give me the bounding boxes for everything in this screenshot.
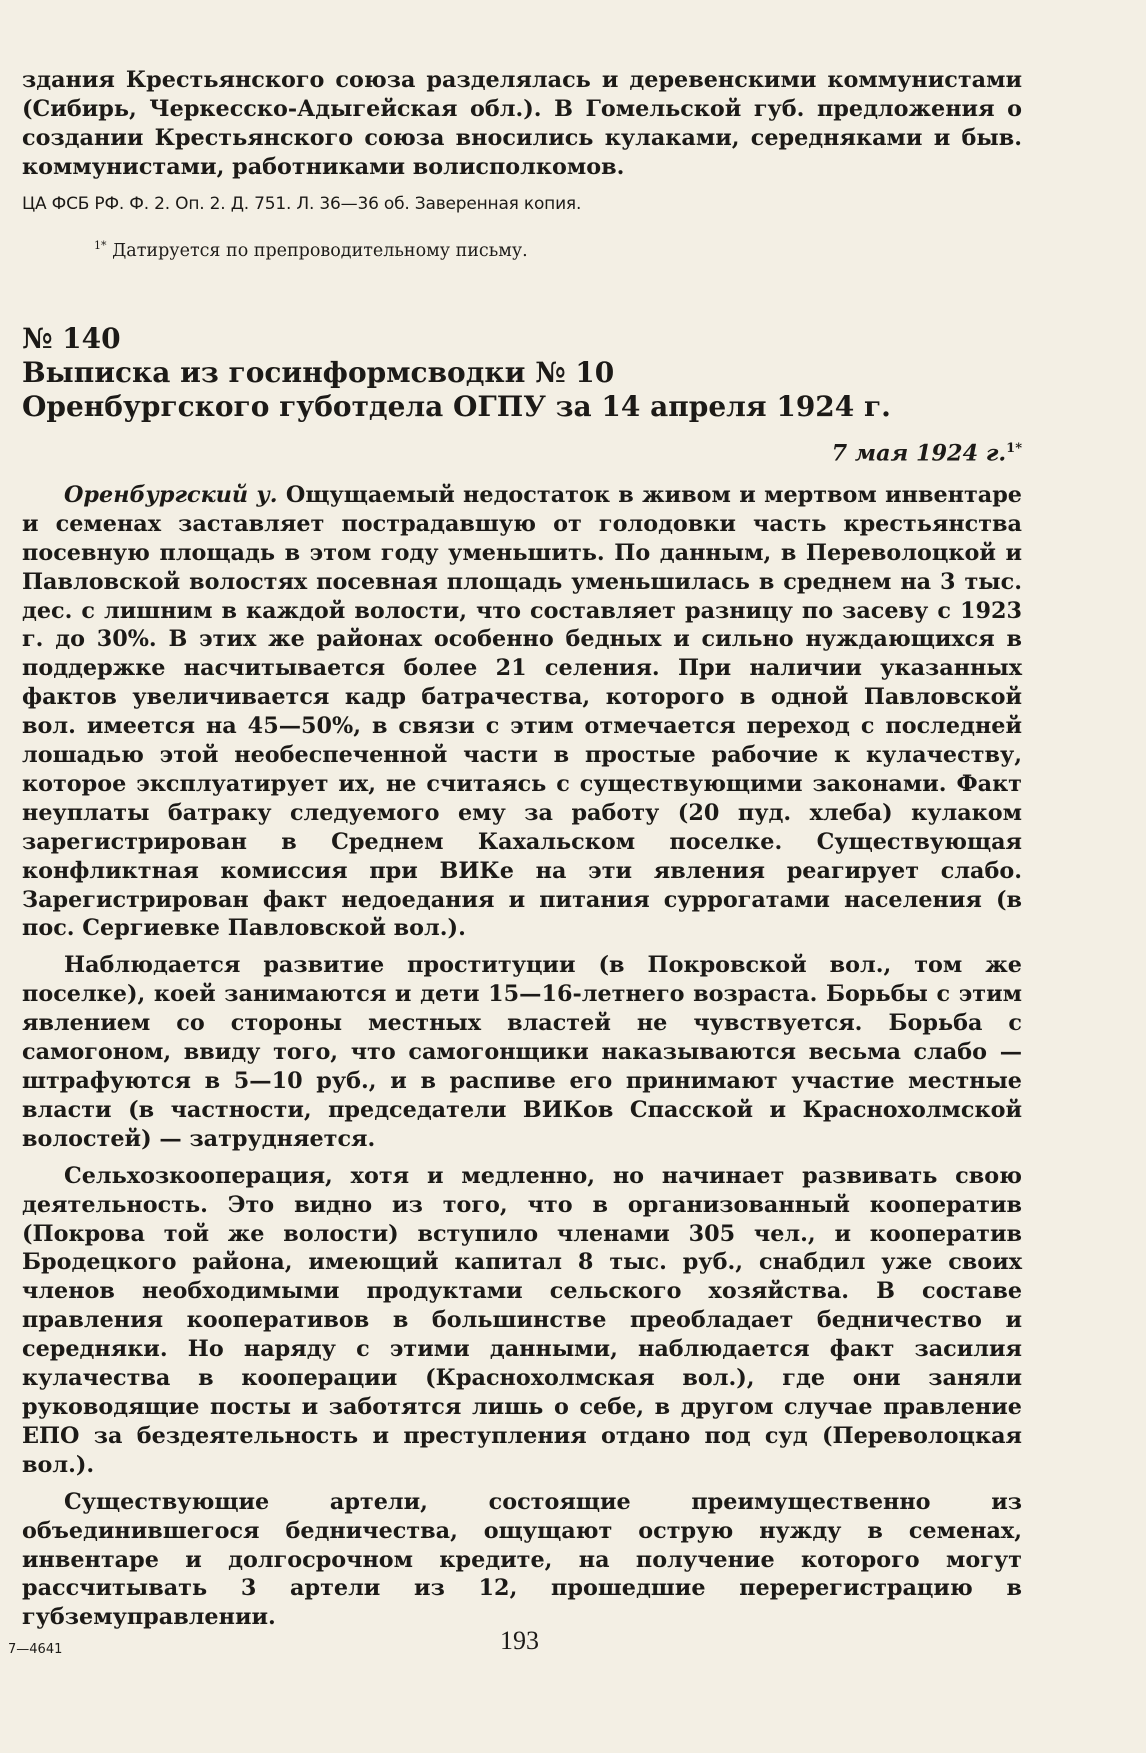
region-name: Оренбургский у.: [64, 481, 278, 508]
print-code: 7—4641: [8, 1642, 63, 1657]
body-paragraph-1: [22, 481, 1022, 944]
body-paragraph-4: Существующие артели, состоящие преимущественно из объединившегося бедничества, ощущают острую нужду в семенах, инвентаре и долгосрочном кредите, на получение которого могут рассчитывать 3 артели из 12, прошедшие перерегистрацию в губземуправлении.: [22, 1488, 1022, 1631]
document-date: [22, 434, 1022, 468]
document-title-line-2: Оренбургского губотдела ОГПУ за 14 апреля 1924 г.: [22, 390, 891, 424]
previous-document-ending: здания Крестьянского союза разделялась и деревенскими коммунистами (Сибирь, Черкесско-Адыгейская обл.). В Гомельской губ. предложения о создании Крестьянского союза вносились кулаками, середняками и быв. коммунистами, работниками волисполкомов.: [22, 67, 1022, 180]
document-number: № 140: [22, 322, 121, 356]
document-title-line-1: Выписка из госинформсводки № 10: [22, 356, 615, 390]
document-date-text: 7 мая 1924 г.: [831, 440, 1007, 467]
footnote: [94, 234, 1022, 263]
page-number: 193: [500, 1626, 539, 1655]
document-page: [22, 66, 1022, 1632]
footnote-marker: 1*: [94, 238, 107, 252]
body-paragraph-1-text: Ощущаемый недостаток в живом и мертвом инвентаре и семенах заставляет пострадавшую от голодовки часть крестьянства посевную площадь в этом году уменьшить. По данным, в Переволоцкой и Павловской волостях посевная площадь уменьшилась в среднем на 3 тыс. дес. с лишним в каждой волости, что составляет разницу по засеву с 1923 г. до 30%. В этих же районах особенно бедных и сильно нуждающихся в поддержке насчитывается более 21 селения. При наличии указанных фактов увеличивается кадр батрачества, которого в одной Павловской вол. имеется на 45—50%, в связи с этим отмечается переход с последней лошадью этой необеспеченной части в простые рабочие к кулачеству, которое эксплуатирует их, не считаясь с существующими законами. Факт неуплаты батраку следуемого ему за работу (20 пуд. хлеба) кулаком зарегистрирован в Среднем Кахальском поселке. Существующая конфликтная комиссия при ВИКе на эти явления реагирует слабо. Зарегистрирован факт недоедания и питания суррогатами населения (в пос. Сергиевке Павловской вол.).: [22, 481, 1022, 942]
archival-source-note: ЦА ФСБ РФ. Ф. 2. Оп. 2. Д. 751. Л. 36—36 об. Заверенная копия.: [22, 193, 582, 214]
body-paragraph-2: Наблюдается развитие проституции (в Покровской вол., том же поселке), коей занимаются и дети 15—16-летнего возраста. Борьбы с этим явлением со стороны местных властей не чувствуется. Борьба с самогоном, ввиду того, что самогонщики наказываются весьма слабо — штрафуются в 5—10 руб., и в распиве его принимают участие местные власти (в частности, председатели ВИКов Спасской и Краснохолмской волостей) — затрудняется.: [22, 952, 1022, 1152]
page-footer: [0, 1616, 1146, 1676]
document-date-footnote-marker: 1*: [1006, 441, 1022, 457]
footnote-text: Датируется по препроводительному письму.: [112, 240, 528, 261]
body-paragraph-3: Сельхозкооперация, хотя и медленно, но начинает развивать свою деятельность. Это видно из того, что в организованный кооператив (Покрова той же волости) вступило членами 305 чел., и кооператив Бродецкого района, имеющий капитал 8 тыс. руб., снабдил уже своих членов необходимыми продуктами сельского хозяйства. В составе правления кооперативов в большинстве преобладает бедничество и середняки. Но наряду с этими данными, наблюдается факт засилия кулачества в кооперации (Краснохолмская вол.), где они заняли руководящие посты и заботятся лишь о себе, в другом случае правление ЕПО за бездеятельность и преступления отдано под суд (Переволоцкая вол.).: [22, 1162, 1022, 1478]
